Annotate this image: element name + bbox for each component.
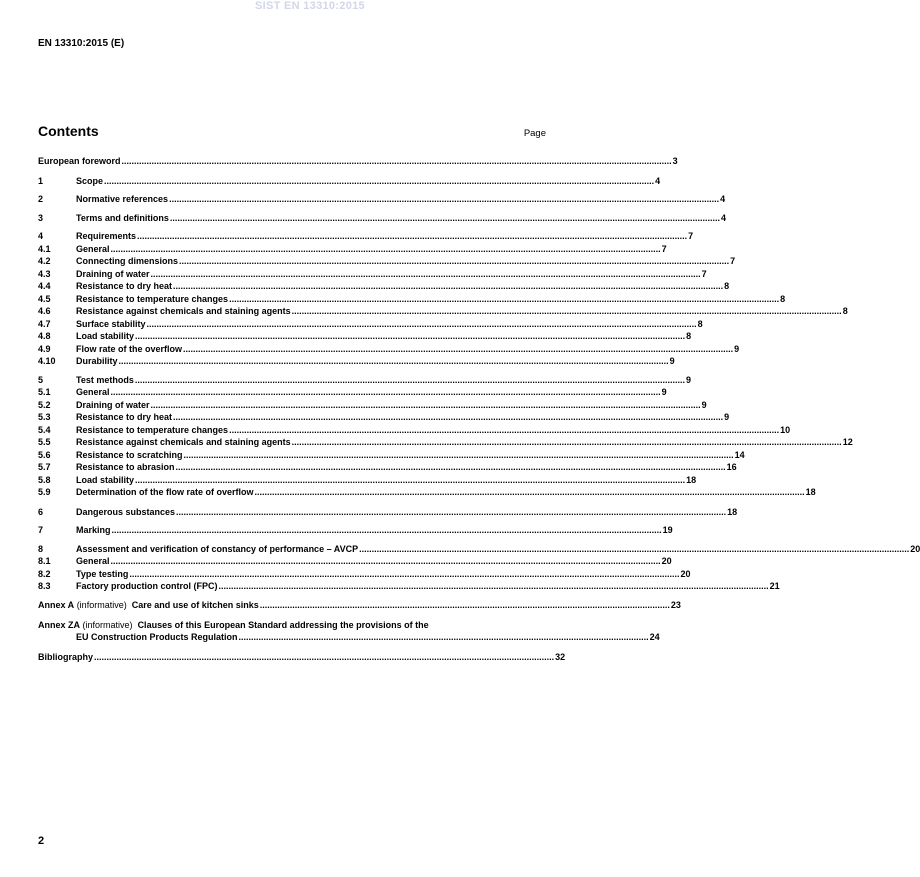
toc-entry-page: 8 <box>686 331 692 341</box>
toc-entry-title: Type testing <box>76 569 129 579</box>
toc-entry-page: 18 <box>805 487 816 497</box>
toc-entry-title: Scope <box>76 176 104 186</box>
toc-entry-number: 2 <box>38 194 44 204</box>
toc-entry-page: 8 <box>697 319 703 329</box>
toc-entry-page: 12 <box>842 437 853 447</box>
toc-entry-page: 4 <box>720 194 726 204</box>
page-number: 2 <box>38 835 45 847</box>
toc-entry-number: 5.7 <box>38 462 51 472</box>
toc-entry-number: 5.1 <box>38 387 51 397</box>
toc-entry-title: Resistance to temperature changes <box>76 425 229 435</box>
toc-entry-page: 18 <box>727 507 738 517</box>
leader-dots: ............................................................................................................................................................................................................................ <box>110 387 661 397</box>
toc-entry[interactable] <box>38 281 730 293</box>
annex-za-title-line2: EU Construction Products Regulation <box>76 632 238 642</box>
toc-entry-page: 20 <box>680 569 691 579</box>
toc-entry-title: General <box>76 387 110 397</box>
toc-entry-title: Resistance to dry heat <box>76 281 173 291</box>
toc-entry-page: 7 <box>661 244 667 254</box>
toc-entry[interactable] <box>38 581 780 593</box>
toc-entry-title: Normative references <box>76 194 169 204</box>
toc-entry[interactable] <box>38 213 726 225</box>
toc-entry-title: Factory production control (FPC) <box>76 581 218 591</box>
toc-entry-title: European foreword <box>38 156 121 166</box>
toc-entry-title: Durability <box>76 356 118 366</box>
toc-entry-title: Determination of the flow rate of overflow <box>76 487 254 497</box>
toc-entry[interactable] <box>38 525 673 537</box>
toc-entry-number: 5 <box>38 375 44 385</box>
leader-dots: ............................................................................................................................................................................................................................ <box>359 544 910 554</box>
toc-entry-page: 3 <box>672 156 678 166</box>
toc-entry[interactable] <box>38 462 737 474</box>
leader-dots: ............................................................................................................................................................................................................................ <box>104 176 655 186</box>
leader-dots: ............................................................................................................................................................................................................................ <box>137 231 688 241</box>
leader-dots: ............................................................................................................................................................................................................................ <box>229 425 780 435</box>
toc-entry-title: Dangerous substances <box>76 507 176 517</box>
toc-entry-title: Resistance to dry heat <box>76 412 173 422</box>
annex-a-page: 23 <box>670 600 681 610</box>
toc-entry-page: 16 <box>726 462 737 472</box>
leader-dots: ............................................................................................................................................................................................................................ <box>135 475 686 485</box>
toc-entry[interactable] <box>38 475 697 487</box>
toc-entry-title: Connecting dimensions <box>76 256 179 266</box>
toc-entry-number: 4.10 <box>38 356 56 366</box>
toc-entry-number: 8.1 <box>38 556 51 566</box>
toc-entry-page: 4 <box>655 176 661 186</box>
annex-za-page: 24 <box>649 632 660 642</box>
toc-entry[interactable] <box>38 556 672 568</box>
toc-entry-page: 21 <box>769 581 780 591</box>
leader-dots: ............................................................................................................................................................................................................................ <box>110 556 661 566</box>
toc-entry[interactable] <box>38 256 736 268</box>
toc-entry[interactable] <box>38 269 707 281</box>
toc-entry-number: 5.6 <box>38 450 51 460</box>
toc-entry-number: 8.3 <box>38 581 51 591</box>
toc-entry-title: General <box>76 556 110 566</box>
leader-dots: ............................................................................................................................................................................................................................ <box>173 412 724 422</box>
toc-entry[interactable] <box>38 544 920 556</box>
toc-entry-title: Resistance to scratching <box>76 450 183 460</box>
leader-dots: ............................................................................................................................................................................................................................ <box>183 344 734 354</box>
leader-dots: ............................................................................................................................................................................................................................ <box>146 319 697 329</box>
leader-dots: ............................................................................................................................................................................................................................ <box>218 581 769 591</box>
toc-entry[interactable] <box>38 387 667 399</box>
annex-a-type: (informative) <box>76 600 127 610</box>
toc-entry-page: 18 <box>686 475 697 485</box>
watermark: SIST EN 13310:2015 <box>255 0 365 12</box>
toc-entry[interactable] <box>38 306 848 318</box>
leader-dots: ............................................................................................................................................................................................................................ <box>173 281 724 291</box>
toc-entry[interactable] <box>38 375 691 387</box>
toc-entry-number: 5.8 <box>38 475 51 485</box>
toc-entry[interactable] <box>38 156 678 168</box>
toc-entry-title: Resistance to abrasion <box>76 462 175 472</box>
leader-dots: ............................................................................................................................................................................................................................ <box>291 306 842 316</box>
toc-entry-page: 14 <box>734 450 745 460</box>
leader-dots: ............................................................................................................................................................................................................................ <box>110 244 661 254</box>
toc-entry[interactable] <box>38 400 707 412</box>
toc-entry-page: 20 <box>661 556 672 566</box>
toc-entry-number: 5.3 <box>38 412 51 422</box>
toc-entry-number: 5.9 <box>38 487 51 497</box>
toc-entry[interactable] <box>38 176 661 188</box>
leader-dots: ............................................................................................................................................................................................................................ <box>135 331 686 341</box>
leader-dots: ........................................................................................................................................................................................ <box>94 652 555 662</box>
toc-entry[interactable] <box>38 244 667 256</box>
leader-dots: ............................................................................................................................................................................................................................ <box>175 462 726 472</box>
leader-dots: ............................................................................................................................................................................................................................ <box>291 437 842 447</box>
leader-dots: ............................................................................................................................................................................................................................ <box>129 569 680 579</box>
toc-entry-title: Marking <box>76 525 111 535</box>
toc-entry-number: 8.2 <box>38 569 51 579</box>
toc-annex-a[interactable] <box>38 600 681 610</box>
toc-entry[interactable] <box>38 319 703 331</box>
toc-entry-number: 7 <box>38 525 44 535</box>
toc-entry-number: 1 <box>38 176 44 186</box>
toc-entry-page: 7 <box>701 269 707 279</box>
toc-entry-page: 8 <box>842 306 848 316</box>
toc-entry-page: 20 <box>910 544 920 554</box>
toc-entry[interactable] <box>38 231 694 243</box>
toc-entry-number: 4.9 <box>38 344 51 354</box>
leader-dots: ............................................................................................................................................................................................................................ <box>111 525 662 535</box>
toc-entry-page: 4 <box>720 213 726 223</box>
toc-entry[interactable] <box>38 487 816 499</box>
toc-entry-page: 8 <box>780 294 786 304</box>
toc-entry-number: 8 <box>38 544 44 554</box>
toc-entry-title: Resistance against chemicals and staining agents <box>76 437 291 447</box>
toc-entry-number: 4.1 <box>38 244 51 254</box>
toc-entry[interactable] <box>38 194 726 206</box>
toc-entry-title: Requirements <box>76 231 137 241</box>
toc-entry-number: 4.4 <box>38 281 51 291</box>
toc-entry-page: 7 <box>730 256 736 266</box>
leader-dots: ............................................................................................................................................................................................................................ <box>134 375 685 385</box>
toc-entry-number: 4.2 <box>38 256 51 266</box>
annex-za-type: (informative) <box>82 620 133 630</box>
leader-dots: ............................................................................................................................................................................................................................ <box>169 213 720 223</box>
leader-dots: ............................................................................................................................................................................................................................ <box>179 256 730 266</box>
toc-entry-title: Flow rate of the overflow <box>76 344 183 354</box>
toc-annex-za[interactable] <box>38 620 660 642</box>
toc-entry-page: 9 <box>701 400 707 410</box>
toc-entry-title: General <box>76 244 110 254</box>
toc-entry-page: 9 <box>661 387 667 397</box>
contents-title: Contents <box>38 123 99 139</box>
toc-entry-number: 5.5 <box>38 437 51 447</box>
toc-entry-title: Terms and definitions <box>76 213 169 223</box>
toc-bibliography[interactable] <box>38 652 566 662</box>
toc-entry-number: 4.5 <box>38 294 51 304</box>
toc-entry-number: 4.8 <box>38 331 51 341</box>
bibliography-title: Bibliography <box>38 652 94 662</box>
leader-dots: ............................................................................................................................................................................................................................ <box>176 507 727 517</box>
leader-dots: ............................................................................................................................................................................................................................ <box>169 194 720 204</box>
toc-entry-page: 7 <box>688 231 694 241</box>
toc-entry-title: Surface stability <box>76 319 146 329</box>
leader-dots: ............................................................................................................................................................................................................................ <box>254 487 805 497</box>
toc-entry-title: Assessment and verification of constancy of performance – AVCP <box>76 544 359 554</box>
toc-entry[interactable] <box>38 344 740 356</box>
toc-entry-title: Draining of water <box>76 400 150 410</box>
toc-entry-page: 8 <box>724 281 730 291</box>
toc-entry-page: 10 <box>780 425 791 435</box>
annex-a-label: Annex A <box>38 600 75 610</box>
annex-a-title: Care and use of kitchen sinks <box>131 600 259 610</box>
toc-entry[interactable] <box>38 437 853 449</box>
toc-entry[interactable] <box>38 425 791 437</box>
toc-entry-number: 4 <box>38 231 44 241</box>
toc-entry-title: Load stability <box>76 331 135 341</box>
toc-entry[interactable] <box>38 294 786 306</box>
toc-entry-number: 4.6 <box>38 306 51 316</box>
toc-entry[interactable] <box>38 450 745 462</box>
toc-entry-page: 9 <box>724 412 730 422</box>
document-id: EN 13310:2015 (E) <box>38 38 125 49</box>
toc-entry[interactable] <box>38 331 692 343</box>
leader-dots: ............................................................................................................................................................................................................................ <box>121 156 672 166</box>
annex-za-label: Annex ZA <box>38 620 81 630</box>
toc-entry-number: 4.3 <box>38 269 51 279</box>
toc-entry[interactable] <box>38 507 738 519</box>
leader-dots: .................................................................................................................................................................... <box>238 632 649 642</box>
toc-entry-number: 3 <box>38 213 44 223</box>
bibliography-page: 32 <box>555 652 566 662</box>
toc-entry-page: 9 <box>685 375 691 385</box>
toc-entry-title: Resistance to temperature changes <box>76 294 229 304</box>
toc-entry-page: 9 <box>669 356 675 366</box>
toc-entry[interactable] <box>38 412 730 424</box>
leader-dots: ............................................................................................................................................................................................................................ <box>150 400 701 410</box>
toc-entry-title: Test methods <box>76 375 134 385</box>
leader-dots: ............................................................................................................................................................................................................................ <box>183 450 734 460</box>
toc-entry-title: Resistance against chemicals and staining agents <box>76 306 291 316</box>
toc-entry-page: 19 <box>662 525 673 535</box>
toc-entry-number: 5.4 <box>38 425 51 435</box>
toc-entry-number: 6 <box>38 507 44 517</box>
toc-entry[interactable] <box>38 356 675 368</box>
annex-za-title-line1: Clauses of this European Standard addressing the provisions of the <box>137 620 429 630</box>
leader-dots: .................................................................................................................................................................... <box>259 600 670 610</box>
toc-entry[interactable] <box>38 569 691 581</box>
toc-entry-number: 4.7 <box>38 319 51 329</box>
leader-dots: ............................................................................................................................................................................................................................ <box>118 356 669 366</box>
toc-entry-page: 9 <box>734 344 740 354</box>
toc-entry-number: 5.2 <box>38 400 51 410</box>
toc-entry-title: Draining of water <box>76 269 150 279</box>
leader-dots: ............................................................................................................................................................................................................................ <box>229 294 780 304</box>
leader-dots: ............................................................................................................................................................................................................................ <box>150 269 701 279</box>
toc-entry-title: Load stability <box>76 475 135 485</box>
page-column-label: Page <box>523 128 546 139</box>
